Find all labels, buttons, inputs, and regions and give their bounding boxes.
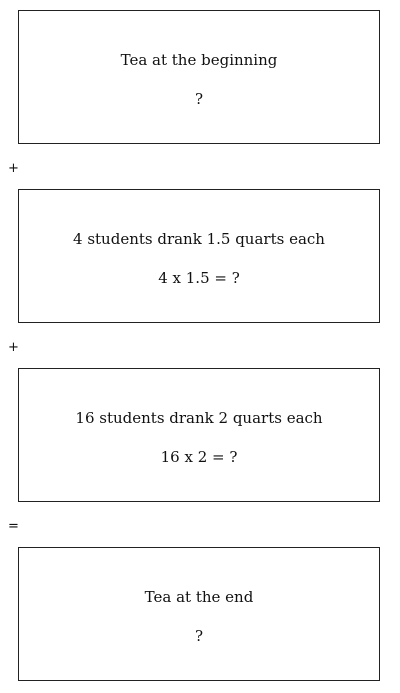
- block-title: Tea at the beginning: [120, 51, 278, 69]
- block-four-students: [18, 189, 380, 323]
- block-tea-beginning: [18, 10, 380, 144]
- block-title: Tea at the end: [144, 588, 254, 606]
- block-value: 4 x 1.5 = ?: [158, 269, 240, 287]
- operator-plus-2: +: [8, 340, 19, 355]
- operator-plus-1: +: [8, 161, 19, 176]
- block-sixteen-students: [18, 368, 380, 502]
- block-title: 16 students drank 2 quarts each: [75, 409, 323, 427]
- block-value: ?: [194, 90, 204, 108]
- block-title: 4 students drank 1.5 quarts each: [73, 230, 325, 248]
- block-tea-end: [18, 547, 380, 681]
- block-value: ?: [194, 627, 204, 645]
- operator-equals: =: [8, 519, 19, 534]
- block-value: 16 x 2 = ?: [160, 448, 238, 466]
